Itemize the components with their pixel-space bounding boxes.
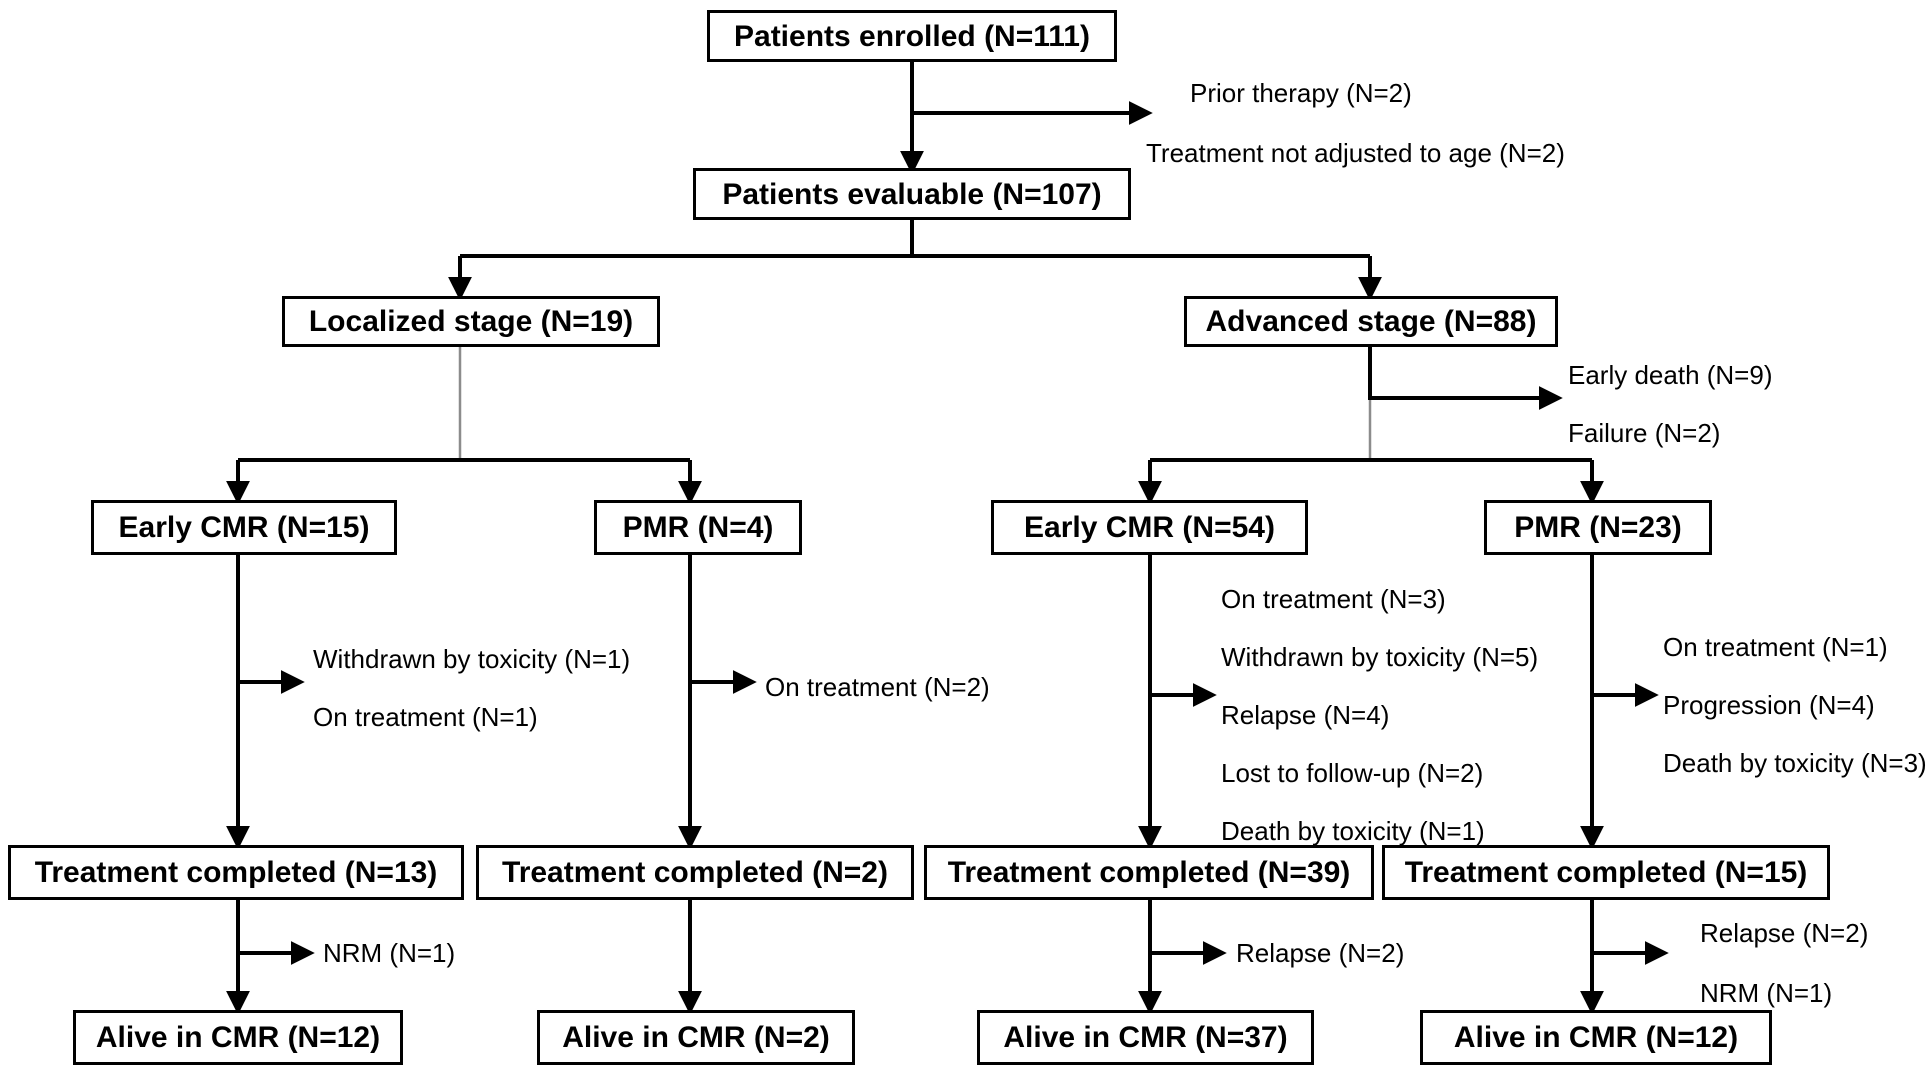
node-advanced-pmr <box>1484 500 1712 555</box>
node-label: Treatment completed (N=2) <box>502 856 888 889</box>
note-localized-cmr-withdrawn-toxicity <box>313 644 630 675</box>
note-label: Treatment not adjusted to age (N=2) <box>1146 138 1565 168</box>
node-label: Alive in CMR (N=2) <box>562 1021 830 1054</box>
note-advanced-pmr-progression <box>1663 690 1875 721</box>
node-label: PMR (N=23) <box>1514 511 1682 544</box>
node-label: Patients enrolled (N=111) <box>734 19 1090 53</box>
note-label: On treatment (N=3) <box>1221 584 1446 614</box>
note-label: Early death (N=9) <box>1568 360 1773 390</box>
note-advanced-cmr-relapse-post-treatment <box>1236 938 1404 969</box>
node-label: Alive in CMR (N=12) <box>1453 1021 1739 1054</box>
node-advanced-early-cmr <box>991 500 1308 555</box>
node-label: Patients evaluable (N=107) <box>722 177 1102 211</box>
note-label: Failure (N=2) <box>1568 418 1721 448</box>
note-early-death <box>1568 360 1772 391</box>
node-localized-pmr-alive <box>537 1010 855 1065</box>
note-advanced-cmr-withdrawn-toxicity <box>1221 642 1538 673</box>
note-advanced-pmr-relapse-post-treatment <box>1700 918 1868 949</box>
note-advanced-cmr-death-by-toxicity <box>1221 816 1485 847</box>
note-label: Lost to follow-up (N=2) <box>1221 758 1484 788</box>
note-prior-therapy <box>1190 78 1412 109</box>
note-localized-pmr-on-treatment <box>765 672 990 703</box>
note-label: Relapse (N=2) <box>1700 918 1869 948</box>
node-advanced-pmr-alive <box>1420 1010 1772 1065</box>
node-label: Alive in CMR (N=37) <box>1003 1021 1288 1054</box>
note-localized-cmr-nrm <box>323 938 455 969</box>
node-localized-pmr-treatment-completed <box>476 845 914 900</box>
node-label: PMR (N=4) <box>622 511 774 544</box>
node-patients-evaluable <box>693 168 1131 220</box>
node-advanced-stage <box>1184 296 1558 347</box>
node-localized-cmr-alive <box>73 1010 403 1065</box>
node-label: Early CMR (N=15) <box>118 511 370 544</box>
note-advanced-pmr-nrm <box>1700 978 1832 1009</box>
node-localized-pmr <box>594 500 802 555</box>
note-label: On treatment (N=1) <box>313 702 538 732</box>
note-label: NRM (N=1) <box>323 938 456 968</box>
node-label: Treatment completed (N=15) <box>1404 856 1808 889</box>
node-label: Localized stage (N=19) <box>308 305 634 338</box>
note-label: Death by toxicity (N=1) <box>1221 816 1485 846</box>
node-label: Alive in CMR (N=12) <box>95 1021 381 1054</box>
node-label: Advanced stage (N=88) <box>1205 305 1537 338</box>
note-failure <box>1568 418 1720 449</box>
node-advanced-cmr-treatment-completed <box>924 845 1374 900</box>
note-label: Prior therapy (N=2) <box>1190 78 1412 108</box>
note-label: Relapse (N=4) <box>1221 700 1390 730</box>
note-localized-cmr-on-treatment <box>313 702 538 733</box>
note-label: Progression (N=4) <box>1663 690 1875 720</box>
node-patients-enrolled <box>707 10 1117 62</box>
node-label: Treatment completed (N=13) <box>34 856 438 889</box>
node-localized-stage <box>282 296 660 347</box>
node-advanced-pmr-treatment-completed <box>1382 845 1830 900</box>
note-label: On treatment (N=2) <box>765 672 990 702</box>
note-label: NRM (N=1) <box>1700 978 1833 1008</box>
node-label: Early CMR (N=54) <box>1024 511 1275 544</box>
node-label: Treatment completed (N=39) <box>947 856 1351 889</box>
note-advanced-cmr-relapse <box>1221 700 1389 731</box>
note-label: Withdrawn by toxicity (N=5) <box>1221 642 1539 672</box>
note-label: On treatment (N=1) <box>1663 632 1888 662</box>
note-label: Relapse (N=2) <box>1236 938 1405 968</box>
node-localized-cmr-treatment-completed <box>8 845 464 900</box>
node-advanced-cmr-alive <box>977 1010 1314 1065</box>
note-label: Death by toxicity (N=3) <box>1663 748 1927 778</box>
note-advanced-cmr-lost-to-followup <box>1221 758 1483 789</box>
node-localized-early-cmr <box>91 500 397 555</box>
note-treatment-not-adjusted <box>1146 138 1565 169</box>
note-advanced-pmr-on-treatment <box>1663 632 1888 663</box>
note-advanced-pmr-death-by-toxicity <box>1663 748 1927 779</box>
note-advanced-cmr-on-treatment <box>1221 584 1446 615</box>
note-label: Withdrawn by toxicity (N=1) <box>313 644 631 674</box>
